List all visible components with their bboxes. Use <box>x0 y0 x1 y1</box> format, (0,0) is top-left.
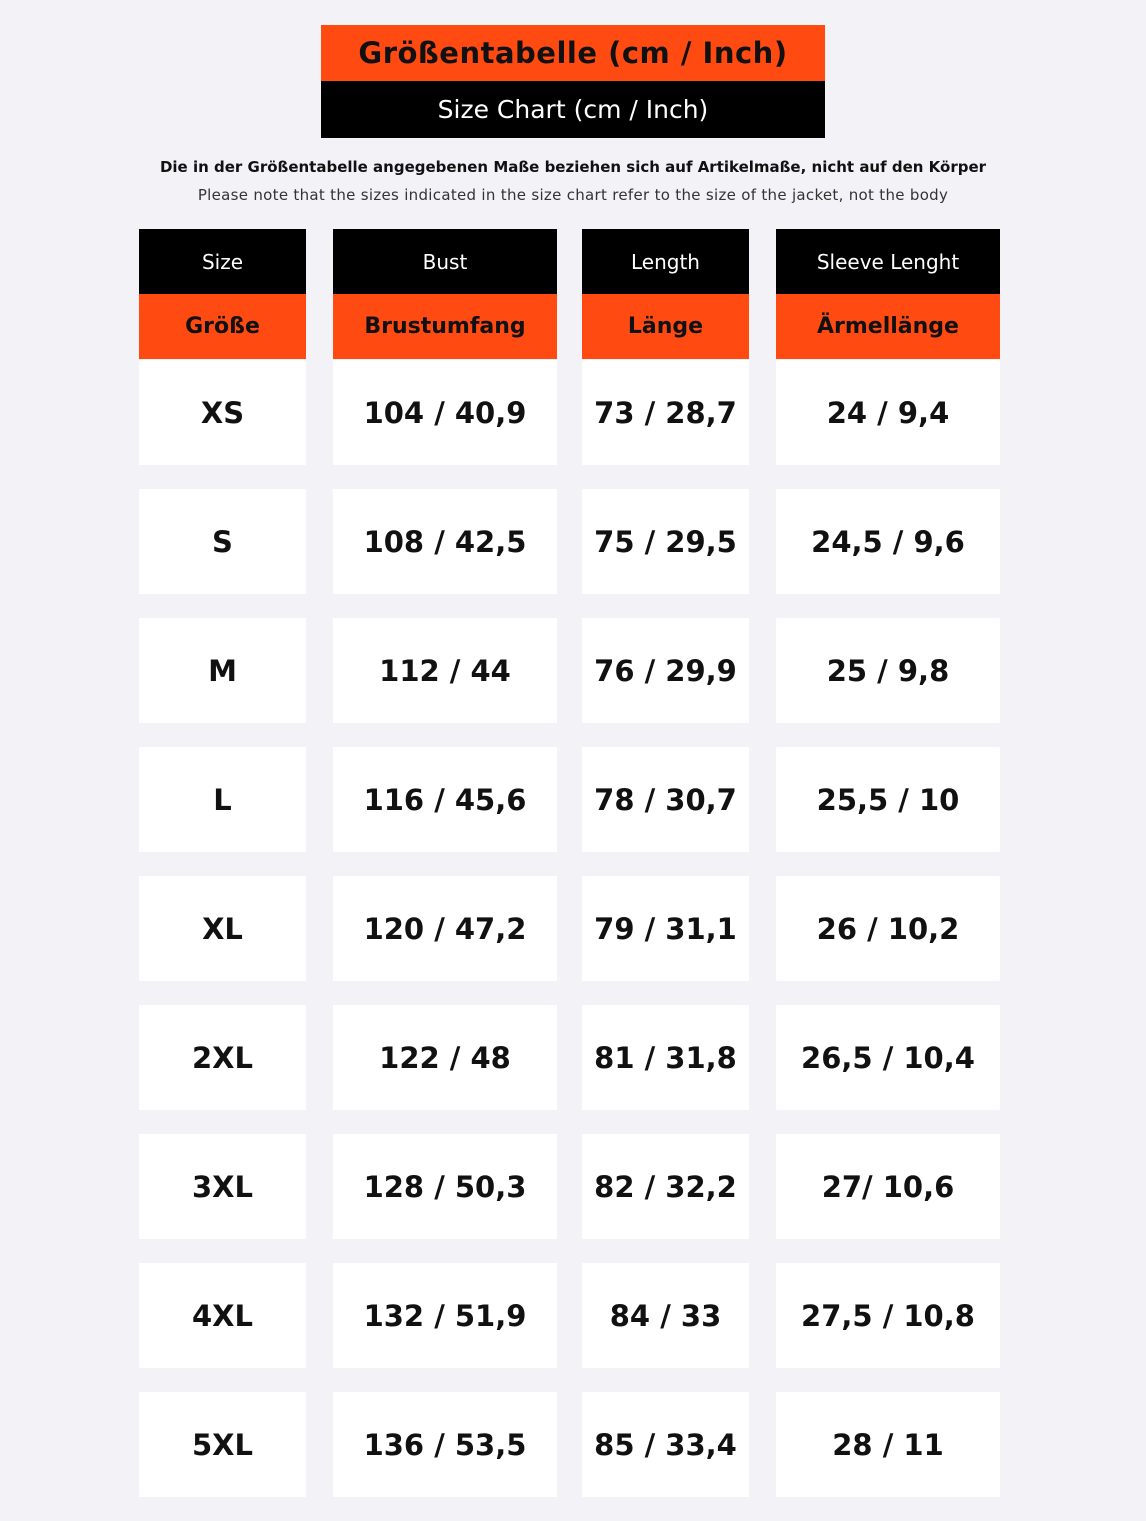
column-sleeve <box>776 229 1000 1521</box>
table-cell-length: 79 / 31,1 <box>582 876 749 981</box>
table-cell-length: 84 / 33 <box>582 1263 749 1368</box>
table-cell-length: 75 / 29,5 <box>582 489 749 594</box>
table-cell-size: 4XL <box>139 1263 306 1368</box>
table-cell-bust: 104 / 40,9 <box>333 360 557 465</box>
table-cell-bust: 132 / 51,9 <box>333 1263 557 1368</box>
table-cell-length: 85 / 33,4 <box>582 1392 749 1497</box>
table-cell-sleeve: 27/ 10,6 <box>776 1134 1000 1239</box>
table-cell-bust: 116 / 45,6 <box>333 747 557 852</box>
note-english: Please note that the sizes indicated in the size chart refer to the size of the jacket, not the body <box>197 186 949 204</box>
table-cell-bust: 108 / 42,5 <box>333 489 557 594</box>
table-cell-size: 5XL <box>139 1392 306 1497</box>
table-cell-bust: 120 / 47,2 <box>333 876 557 981</box>
title-block <box>321 25 825 138</box>
column-length <box>582 229 749 1521</box>
table-cell-bust: 128 / 50,3 <box>333 1134 557 1239</box>
column-size <box>139 229 306 1521</box>
table-cell-length: 82 / 32,2 <box>582 1134 749 1239</box>
column-header-de: Größe <box>139 294 306 359</box>
column-header-de: Länge <box>582 294 749 359</box>
table-cell-sleeve: 27,5 / 10,8 <box>776 1263 1000 1368</box>
table-cell-sleeve: 24 / 9,4 <box>776 360 1000 465</box>
title-german: Größentabelle (cm / Inch) <box>321 25 825 81</box>
table-cell-bust: 112 / 44 <box>333 618 557 723</box>
table-cell-sleeve: 25 / 9,8 <box>776 618 1000 723</box>
table-cell-sleeve: 25,5 / 10 <box>776 747 1000 852</box>
column-header-en: Bust <box>333 229 557 294</box>
table-cell-sleeve: 24,5 / 9,6 <box>776 489 1000 594</box>
note-german: Die in der Größentabelle angegebenen Maße beziehen sich auf Artikelmaße, nicht auf den Körper <box>159 158 987 176</box>
column-header-en: Length <box>582 229 749 294</box>
title-english: Size Chart (cm / Inch) <box>321 81 825 138</box>
table-cell-length: 81 / 31,8 <box>582 1005 749 1110</box>
table-cell-sleeve: 26,5 / 10,4 <box>776 1005 1000 1110</box>
table-cell-size: M <box>139 618 306 723</box>
column-header-en: Sleeve Lenght <box>776 229 1000 294</box>
column-header-en: Size <box>139 229 306 294</box>
table-cell-length: 73 / 28,7 <box>582 360 749 465</box>
table-cell-size: L <box>139 747 306 852</box>
table-cell-bust: 122 / 48 <box>333 1005 557 1110</box>
table-cell-size: XL <box>139 876 306 981</box>
column-bust <box>333 229 557 1521</box>
column-header-de: Brustumfang <box>333 294 557 359</box>
table-cell-size: S <box>139 489 306 594</box>
table-cell-sleeve: 28 / 11 <box>776 1392 1000 1497</box>
table-cell-sleeve: 26 / 10,2 <box>776 876 1000 981</box>
column-header-de: Ärmellänge <box>776 294 1000 359</box>
table-cell-length: 76 / 29,9 <box>582 618 749 723</box>
table-cell-bust: 136 / 53,5 <box>333 1392 557 1497</box>
table-cell-length: 78 / 30,7 <box>582 747 749 852</box>
table-cell-size: 3XL <box>139 1134 306 1239</box>
table-cell-size: XS <box>139 360 306 465</box>
table-cell-size: 2XL <box>139 1005 306 1110</box>
